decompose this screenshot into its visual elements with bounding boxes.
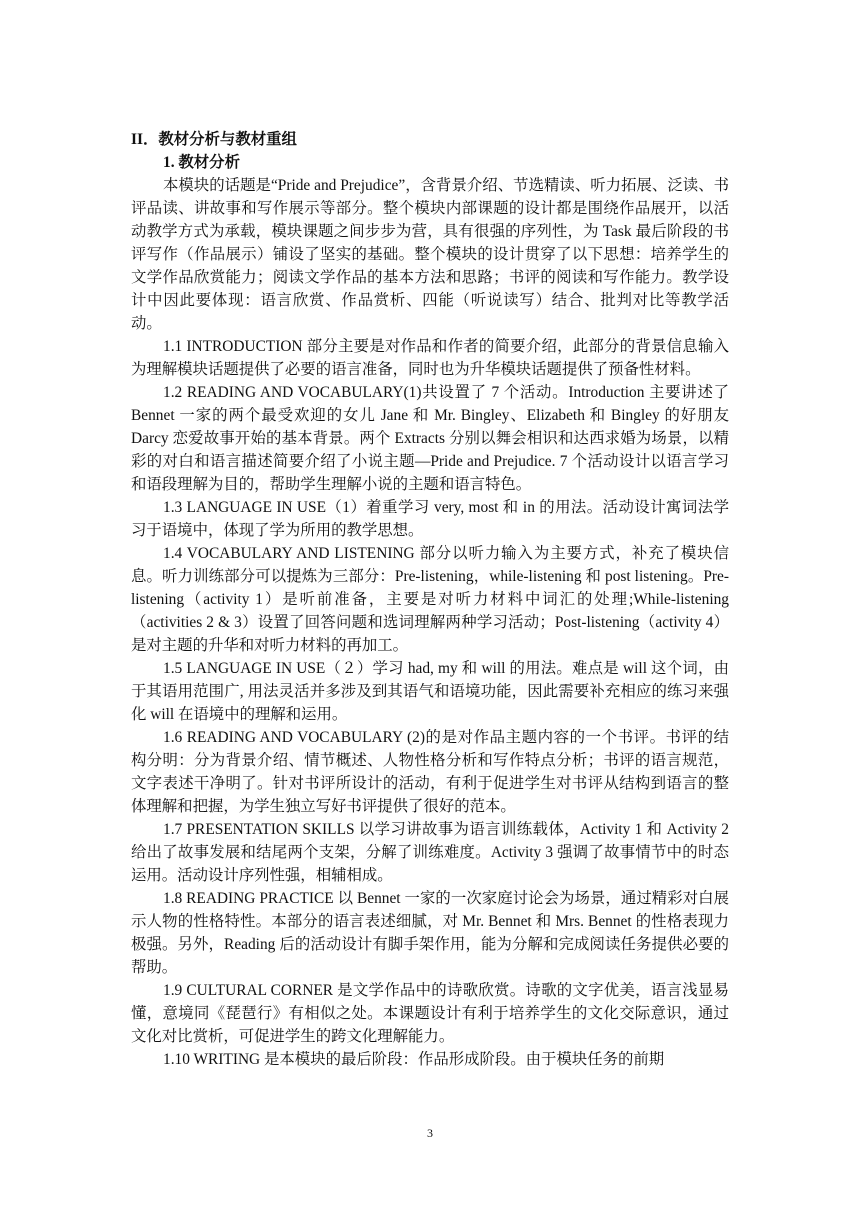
paragraph-writing: 1.10 WRITING 是本模块的最后阶段：作品形成阶段。由于模块任务的前期 <box>163 1051 665 1068</box>
paragraph-cultural-corner: 1.9 CULTURAL CORNER 是文学作品中的诗歌欣赏。诗歌的文字优美，语言浅显易懂，意境同《琵琶行》有相似之处。本课题设计有利于培养学生的文化交际意识，通过文化对比赏析，可促进学生的跨文化理解能力。 <box>131 982 729 1045</box>
paragraph-vocabulary-listening: 1.4 VOCABULARY AND LISTENING 部分以听力输入为主要方式，补充了模块信息。听力训练部分可以提炼为三部分：Pre-listening，while-listening 和 post listening。Pre-listening（activity 1）是听前准备，主要是对听力材料中词汇的处理;While-listening（activities 2 & 3）设置了回答问题和选词理解两种学习活动；Post-listening（activity 4）是对主题的升华和对听力材料的再加工。 <box>131 545 729 654</box>
paragraph-reading-vocabulary-2: 1.6 READING AND VOCABULARY (2)的是对作品主题内容的一个书评。书评的结构分明：分为背景介绍、情节概述、人物性格分析和写作特点分析；书评的语言规范，文字表述干净明了。针对书评所设计的活动，有利于促进学生对书评从结构到语言的整体理解和把握，为学生独立写好书评提供了很好的范本。 <box>131 729 729 815</box>
paragraph-reading-practice: 1.8 READING PRACTICE 以 Bennet 一家的一次家庭讨论会为场景，通过精彩对白展示人物的性格特性。本部分的语言表述细腻，对 Mr. Bennet 和 Mrs. Bennet 的性格表现力极强。另外，Reading 后的活动设计有脚手架作用，能为分解和完成阅读任务提供必要的帮助。 <box>131 890 729 976</box>
paragraph-introduction: 1.1 INTRODUCTION 部分主要是对作品和作者的简要介绍，此部分的背景信息输入为理解模块话题提供了必要的语言准备，同时也为升华模块话题提供了预备性材料。 <box>131 338 729 378</box>
paragraph-language-in-use-2: 1.5 LANGUAGE IN USE（２）学习 had, my 和 will 的用法。难点是 will 这个词，由于其语用范围广, 用法灵活并多涉及到其语气和语境功能，因此需要补充相应的练习来强化 will 在语境中的理解和运用。 <box>131 660 729 723</box>
subsection-heading: 1. 教材分析 <box>163 154 240 171</box>
paragraph-overview: 本模块的话题是“Pride and Prejudice”，含背景介绍、节选精读、听力拓展、泛读、书评品读、讲故事和写作展示等部分。整个模块内部课题的设计都是围绕作品展开，以活动教学方式为承载，模块课题之间步步为营，具有很强的序列性，为 Task 最后阶段的书评写作（作品展示）铺设了坚实的基础。整个模块的设计贯穿了以下思想：培养学生的文学作品欣赏能力；阅读文学作品的基本方法和思路；书评的阅读和写作能力。教学设计中因此要体现：语言欣赏、作品赏析、四能（听说读写）结合、批判对比等教学活动。 <box>131 177 730 332</box>
page-content <box>131 128 729 1071</box>
paragraph-reading-vocabulary-1: 1.2 READING AND VOCABULARY(1)共设置了 7 个活动。Introduction 主要讲述了 Bennet 一家的两个最受欢迎的女儿 Jane 和 Mr. Bingley、Elizabeth 和 Bingley 的好朋友 Darcy 恋爱故事开始的基本背景。两个 Extracts 分别以舞会相识和达西求婚为场景，以精彩的对白和语言描述简要介绍了小说主题—Pride and Prejudice. 7 个活动设计以语言学习和语段理解为目的，帮助学生理解小说的主题和语言特色。 <box>131 384 729 493</box>
paragraph-presentation-skills: 1.7 PRESENTATION SKILLS 以学习讲故事为语言训练载体，Activity 1 和 Activity 2 给出了故事发展和结尾两个支架，分解了训练难度。Activity 3 强调了故事情节中的时态运用。活动设计序列性强，相辅相成。 <box>131 821 729 884</box>
section-heading: II．教材分析与教材重组 <box>131 131 297 148</box>
paragraph-language-in-use-1: 1.3 LANGUAGE IN USE（1）着重学习 very, most 和 in 的用法。活动设计寓词法学习于语境中，体现了学为所用的教学思想。 <box>131 499 729 539</box>
page-number: 3 <box>427 1126 433 1140</box>
